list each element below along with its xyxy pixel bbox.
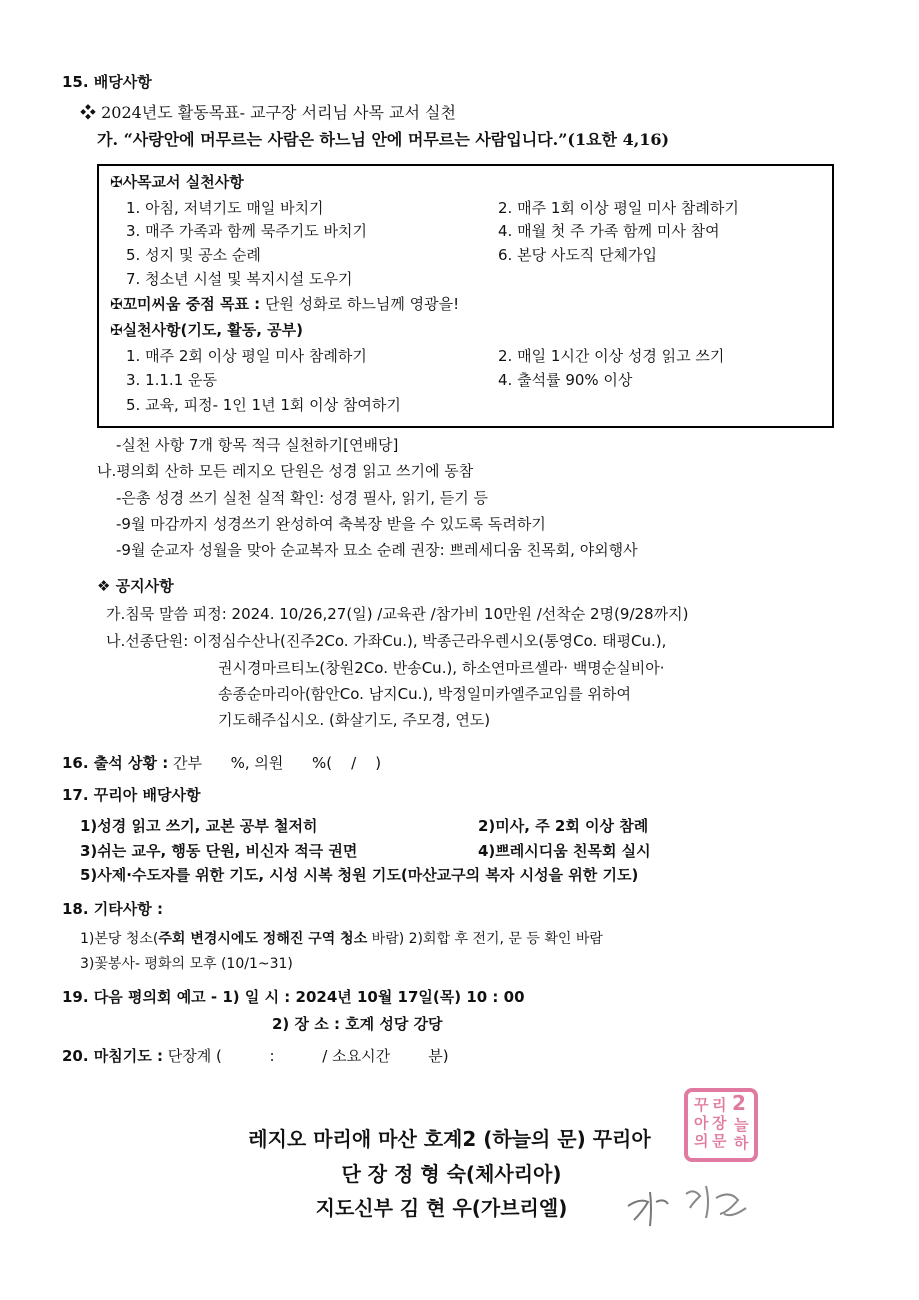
section-20-title: 20. 마침기도 : [62, 1047, 163, 1065]
box-item: 2. 매주 1회 이상 평일 미사 참례하기 [498, 199, 739, 217]
other-line: 3)꽃봉사- 평화의 모후 (10/1~31) [80, 956, 293, 972]
box-item: 1. 아침, 저녁기도 매일 바치기 [126, 199, 324, 217]
curia-seal-stamp: 꾸 리 2 아 장 늘 의 문 하 [684, 1088, 758, 1162]
item-na: 나.평의회 산하 모든 레지오 단원은 성경 읽고 쓰기에 동참 [97, 462, 474, 480]
box-item: 4. 출석률 90% 이상 [498, 371, 633, 389]
leader-name: 단 장 정 형 숙(체사리아) [341, 1162, 562, 1186]
comitium-goal: 단원 성화로 하느님께 영광을! [264, 295, 460, 313]
section-16 [62, 753, 381, 773]
notice-line: 나.선종단원: 이정심수산나(진주2Co. 가좌Cu.), 박종근라우렌시오(통영Co. 태평Cu.), [106, 632, 667, 650]
notice-line: 기도해주십시오. (화살기도, 주모경, 연도) [218, 711, 491, 729]
attendance-text: 간부 %, 의원 %( / ) [172, 754, 382, 772]
director-name: 지도신부 김 현 우(가브리엘) [315, 1196, 568, 1220]
notice-line: 권시경마르티노(창원2Co. 반송Cu.), 하소연마르셀라· 백명순실비아· [218, 659, 665, 677]
section-18-title: 18. 기타사항 : [62, 900, 163, 918]
section-16-title: 16. 출석 상황 : [62, 754, 169, 772]
section-15-title: 15. 배당사항 [62, 73, 152, 91]
meeting-place: 2) 장 소 : 호계 성당 강당 [272, 1015, 443, 1033]
box-heading-pastoral: ✠사목교서 실천사항 [110, 173, 244, 191]
curia-item: 2)미사, 주 2회 이상 참례 [478, 817, 649, 835]
box-item: 5. 성지 및 공소 순례 [126, 246, 261, 264]
curia-item: 1)성경 읽고 쓰기, 교본 공부 철저히 [80, 817, 318, 835]
activity-goal: ❖ 2024년도 활동목표- 교구장 서리님 사목 교서 실천 [80, 103, 456, 122]
box-item: 7. 청소년 시설 및 복지시설 도우기 [126, 270, 353, 288]
curia-item: 3)쉬는 교우, 행동 단원, 비신자 적극 권면 [80, 842, 358, 860]
section-19 [62, 987, 525, 1007]
box-item: 4. 매월 첫 주 가족 함께 미사 참여 [498, 222, 720, 240]
notice-line: 송종순마리아(함안Co. 남지Cu.), 박정일미카엘주교임를 위하여 [218, 685, 631, 703]
box-item: 6. 본당 사도직 단체가입 [498, 246, 658, 264]
meeting-date: 1) 일 시 : 2024년 10월 17일(목) 10 : 00 [222, 988, 525, 1006]
signature-image [620, 1168, 760, 1230]
section-19-title: 19. 다음 평의회 예고 - [62, 988, 223, 1006]
notice-line: 가.침묵 말씀 피정: 2024. 10/26,27(일) /교육관 /참가비 10만원 /선착순 2명(9/28까지) [106, 605, 689, 623]
other-text: 바람) 2)회합 후 전기, 문 등 확인 바람 [367, 931, 603, 947]
section-20 [62, 1046, 449, 1066]
detail-line: -9월 마감까지 성경쓰기 완성하여 축복장 받을 수 있도록 독려하기 [116, 515, 546, 533]
box-item: 5. 교육, 피정- 1인 1년 1회 이상 참여하기 [126, 396, 401, 414]
practice-note: -실천 사항 7개 항목 적극 실천하기[연배당] [116, 436, 399, 454]
box-item: 2. 매일 1시간 이상 성경 읽고 쓰기 [498, 347, 725, 365]
scripture-quote: 가. “사랑안에 머무르는 사람은 하느님 안에 머무르는 사람입니다.”(1요한 4,16) [97, 130, 670, 149]
box-heading-comitium [110, 294, 459, 314]
section-17-title: 17. 꾸리아 배당사항 [62, 786, 201, 804]
box-heading-practice: ✠실천사항(기도, 활동, 공부) [110, 321, 304, 339]
org-name: 레지오 마리애 마산 호계2 (하늘의 문) 꾸리아 [248, 1127, 651, 1151]
other-line [80, 929, 603, 949]
notice-title: ❖ 공지사항 [97, 577, 174, 595]
comitium-label: ✠꼬미씨움 중점 목표 : [110, 295, 261, 313]
curia-item: 4)쁘레시디움 친목회 실시 [478, 842, 651, 860]
box-item: 1. 매주 2회 이상 평일 미사 참례하기 [126, 347, 367, 365]
closing-prayer-text: 단장계 ( : / 소요시간 분) [167, 1047, 449, 1065]
box-item: 3. 매주 가족과 함께 묵주기도 바치기 [126, 222, 368, 240]
curia-item: 5)사제·수도자를 위한 기도, 시성 시복 청원 기도(마산교구의 복자 시성을 위한 기도) [80, 866, 639, 884]
other-emphasis: 주회 변경시에도 정해진 구역 청소 [158, 931, 368, 947]
other-text: 1)본당 청소( [80, 931, 159, 947]
detail-line: -은총 성경 쓰기 실천 실적 확인: 성경 필사, 읽기, 듣기 등 [116, 489, 488, 507]
box-item: 3. 1.1.1 운동 [126, 371, 217, 389]
detail-line: -9월 순교자 성월을 맞아 순교복자 묘소 순례 권장: 쁘레세디움 친목회, 야외행사 [116, 541, 638, 559]
